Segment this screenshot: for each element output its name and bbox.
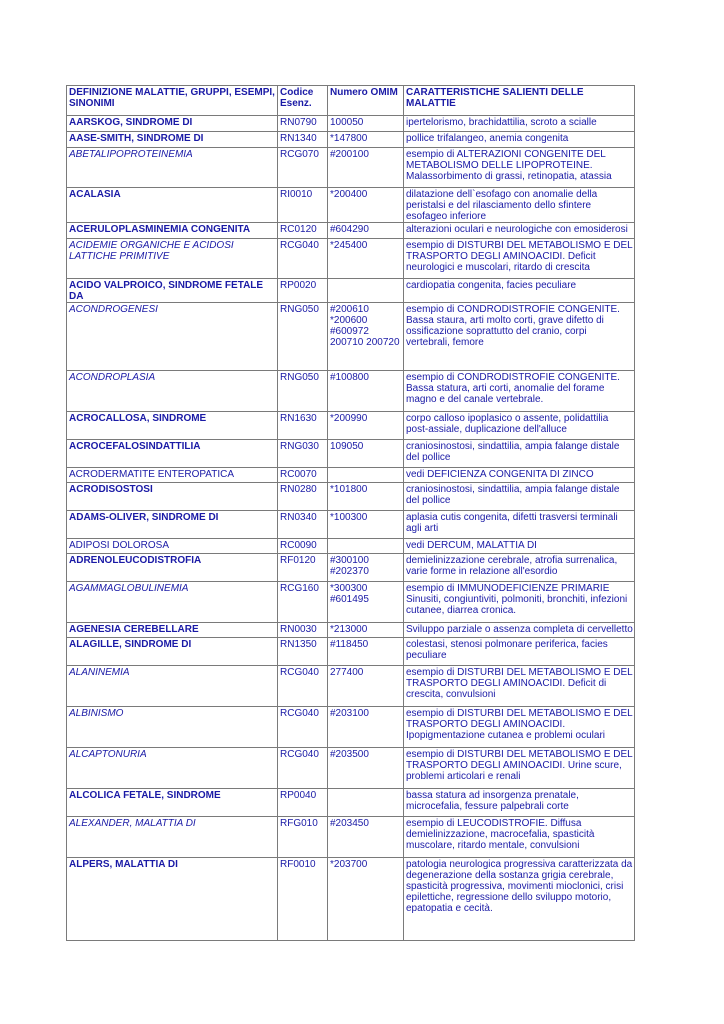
table-row: [67, 303, 635, 371]
exemption-code-cell: RN0030: [278, 623, 328, 638]
exemption-code-cell: RP0040: [278, 789, 328, 817]
omim-number-cell: #200610 *200600 #600972 200710 200720: [328, 303, 404, 371]
table-row: [67, 707, 635, 748]
exemption-code-cell: RNG030: [278, 440, 328, 468]
characteristics-cell: patologia neurologica progressiva caratterizzata da degenerazione della sostanza grigia cerebrale, spasticità progressiva, movimenti mioclonici, crisi epilettiche, regressione dello sviluppo motorio, epatopatia e cecità.: [404, 858, 635, 941]
table-row: [67, 582, 635, 623]
header-codice: Codice Esenz.: [278, 86, 328, 116]
disease-name-cell: ALEXANDER, MALATTIA DI: [67, 817, 278, 858]
exemption-code-cell: RCG040: [278, 666, 328, 707]
table-row: [67, 279, 635, 303]
disease-name-cell: ABETALIPOPROTEINEMIA: [67, 148, 278, 188]
disease-name-cell: ALCAPTONURIA: [67, 748, 278, 789]
disease-table-sheet: [66, 85, 634, 941]
table-header-row: [67, 86, 635, 116]
disease-name-cell: ACIDEMIE ORGANICHE E ACIDOSI LATTICHE PRIMITIVE: [67, 239, 278, 279]
table-row: [67, 748, 635, 789]
characteristics-cell: ipertelorismo, brachidattilia, scroto a scialle: [404, 116, 635, 132]
omim-number-cell: 109050: [328, 440, 404, 468]
table-row: [67, 468, 635, 483]
exemption-code-cell: RC0120: [278, 223, 328, 239]
table-row: [67, 483, 635, 511]
disease-name-cell: AARSKOG, SINDROME DI: [67, 116, 278, 132]
omim-number-cell: *203700: [328, 858, 404, 941]
characteristics-cell: cardiopatia congenita, facies peculiare: [404, 279, 635, 303]
disease-name-cell: ACALASIA: [67, 188, 278, 223]
characteristics-cell: esempio di DISTURBI DEL METABOLISMO E DEL TRASPORTO DEGLI AMINOACIDI. Ipopigmentazione cutanea e problemi oculari: [404, 707, 635, 748]
disease-name-cell: ACROCEFALOSINDATTILIA: [67, 440, 278, 468]
disease-table: [66, 85, 635, 941]
header-caratteristiche: CARATTERISTICHE SALIENTI DELLE MALATTIE: [404, 86, 635, 116]
header-definizione: DEFINIZIONE MALATTIE, GRUPPI, ESEMPI, SINONIMI: [67, 86, 278, 116]
characteristics-cell: vedi DEFICIENZA CONGENITA DI ZINCO: [404, 468, 635, 483]
omim-number-cell: *147800: [328, 132, 404, 148]
exemption-code-cell: RC0090: [278, 539, 328, 554]
omim-number-cell: *100300: [328, 511, 404, 539]
omim-number-cell: #100800: [328, 371, 404, 412]
table-row: [67, 412, 635, 440]
exemption-code-cell: RN0280: [278, 483, 328, 511]
exemption-code-cell: RN0790: [278, 116, 328, 132]
exemption-code-cell: RN1340: [278, 132, 328, 148]
disease-name-cell: ACONDROGENESI: [67, 303, 278, 371]
characteristics-cell: corpo calloso ipoplasico o assente, polidattilia post-assiale, duplicazione dell'alluce: [404, 412, 635, 440]
disease-name-cell: AGAMMAGLOBULINEMIA: [67, 582, 278, 623]
omim-number-cell: #200100: [328, 148, 404, 188]
characteristics-cell: esempio di CONDRODISTROFIE CONGENITE. Bassa staura, arti molto corti, grave difetto di ossificazione soprattutto del cranio, corpi vertebrali, femore: [404, 303, 635, 371]
exemption-code-cell: RC0070: [278, 468, 328, 483]
disease-name-cell: ACONDROPLASIA: [67, 371, 278, 412]
characteristics-cell: alterazioni oculari e neurologiche con emosiderosi: [404, 223, 635, 239]
disease-name-cell: ALBINISMO: [67, 707, 278, 748]
characteristics-cell: esempio di ALTERAZIONI CONGENITE DEL METABOLISMO DELLE LIPOPROTEINE. Malassorbimento di grassi, retinopatia, atassia: [404, 148, 635, 188]
exemption-code-cell: RF0010: [278, 858, 328, 941]
characteristics-cell: pollice trifalangeo, anemia congenita: [404, 132, 635, 148]
disease-name-cell: AASE-SMITH, SINDROME DI: [67, 132, 278, 148]
characteristics-cell: colestasi, stenosi polmonare periferica, facies peculiare: [404, 638, 635, 666]
table-row: [67, 638, 635, 666]
omim-number-cell: [328, 468, 404, 483]
disease-name-cell: ALPERS, MALATTIA DI: [67, 858, 278, 941]
table-row: [67, 148, 635, 188]
disease-name-cell: ACRODERMATITE ENTEROPATICA: [67, 468, 278, 483]
table-row: [67, 371, 635, 412]
table-row: [67, 623, 635, 638]
omim-number-cell: 277400: [328, 666, 404, 707]
disease-name-cell: ACROCALLOSA, SINDROME: [67, 412, 278, 440]
disease-name-cell: ALCOLICA FETALE, SINDROME: [67, 789, 278, 817]
omim-number-cell: #203100: [328, 707, 404, 748]
exemption-code-cell: RI0010: [278, 188, 328, 223]
header-omim: Numero OMIM: [328, 86, 404, 116]
table-row: [67, 666, 635, 707]
exemption-code-cell: RFG010: [278, 817, 328, 858]
table-row: [67, 223, 635, 239]
characteristics-cell: esempio di DISTURBI DEL METABOLISMO E DEL TRASPORTO DEGLI AMINOACIDI. Deficit di crescita, convulsioni: [404, 666, 635, 707]
disease-name-cell: ACRODISOSTOSI: [67, 483, 278, 511]
exemption-code-cell: RCG040: [278, 748, 328, 789]
disease-name-cell: AGENESIA CEREBELLARE: [67, 623, 278, 638]
table-row: [67, 188, 635, 223]
exemption-code-cell: RCG040: [278, 707, 328, 748]
disease-name-cell: ACERULOPLASMINEMIA CONGENITA: [67, 223, 278, 239]
characteristics-cell: vedi DERCUM, MALATTIA DI: [404, 539, 635, 554]
characteristics-cell: bassa statura ad insorgenza prenatale, microcefalia, fessure palpebrali corte: [404, 789, 635, 817]
omim-number-cell: *300300 #601495: [328, 582, 404, 623]
omim-number-cell: [328, 789, 404, 817]
omim-number-cell: #203450: [328, 817, 404, 858]
table-row: [67, 858, 635, 941]
omim-number-cell: #604290: [328, 223, 404, 239]
exemption-code-cell: RN1350: [278, 638, 328, 666]
omim-number-cell: *200990: [328, 412, 404, 440]
omim-number-cell: #118450: [328, 638, 404, 666]
exemption-code-cell: RN0340: [278, 511, 328, 539]
omim-number-cell: #300100 #202370: [328, 554, 404, 582]
table-row: [67, 817, 635, 858]
characteristics-cell: Sviluppo parziale o assenza completa di cervelletto: [404, 623, 635, 638]
exemption-code-cell: RCG040: [278, 239, 328, 279]
characteristics-cell: esempio di LEUCODISTROFIE. Diffusa demielinizzazione, macrocefalia, spasticità muscolare, ritardo mentale, convulsioni: [404, 817, 635, 858]
table-row: [67, 239, 635, 279]
omim-number-cell: [328, 539, 404, 554]
characteristics-cell: esempio di CONDRODISTROFIE CONGENITE. Bassa statura, arti corti, anomalie del forame magno e del canale vertebrale.: [404, 371, 635, 412]
disease-name-cell: ADRENOLEUCODISTROFIA: [67, 554, 278, 582]
characteristics-cell: aplasia cutis congenita, difetti trasversi terminali agli arti: [404, 511, 635, 539]
table-row: [67, 132, 635, 148]
disease-name-cell: ACIDO VALPROICO, SINDROME FETALE DA: [67, 279, 278, 303]
characteristics-cell: esempio di DISTURBI DEL METABOLISMO E DEL TRASPORTO DEGLI AMINOACIDI. Urine scure, problemi articolari e renali: [404, 748, 635, 789]
exemption-code-cell: RF0120: [278, 554, 328, 582]
table-row: [67, 511, 635, 539]
disease-name-cell: ADIPOSI DOLOROSA: [67, 539, 278, 554]
table-row: [67, 789, 635, 817]
exemption-code-cell: RCG070: [278, 148, 328, 188]
characteristics-cell: esempio di IMMUNODEFICIENZE PRIMARIE Sinusiti, congiuntiviti, polmoniti, bronchiti, infezioni cutanee, diarrea cronica.: [404, 582, 635, 623]
table-row: [67, 554, 635, 582]
characteristics-cell: dilatazione dell`esofago con anomalie della peristalsi e del rilasciamento dello sfintere esofageo inferiore: [404, 188, 635, 223]
omim-number-cell: *101800: [328, 483, 404, 511]
table-row: [67, 440, 635, 468]
omim-number-cell: *213000: [328, 623, 404, 638]
omim-number-cell: #203500: [328, 748, 404, 789]
omim-number-cell: *245400: [328, 239, 404, 279]
exemption-code-cell: RNG050: [278, 371, 328, 412]
characteristics-cell: craniosinostosi, sindattilia, ampia falange distale del pollice: [404, 483, 635, 511]
characteristics-cell: craniosinostosi, sindattilia, ampia falange distale del pollice: [404, 440, 635, 468]
omim-number-cell: *200400: [328, 188, 404, 223]
exemption-code-cell: RNG050: [278, 303, 328, 371]
exemption-code-cell: RCG160: [278, 582, 328, 623]
omim-number-cell: [328, 279, 404, 303]
exemption-code-cell: RN1630: [278, 412, 328, 440]
table-row: [67, 116, 635, 132]
characteristics-cell: demielinizzazione cerebrale, atrofia surrenalica, varie forme in relazione all'esordio: [404, 554, 635, 582]
table-row: [67, 539, 635, 554]
exemption-code-cell: RP0020: [278, 279, 328, 303]
disease-name-cell: ALAGILLE, SINDROME DI: [67, 638, 278, 666]
disease-name-cell: ADAMS-OLIVER, SINDROME DI: [67, 511, 278, 539]
omim-number-cell: 100050: [328, 116, 404, 132]
characteristics-cell: esempio di DISTURBI DEL METABOLISMO E DEL TRASPORTO DEGLI AMINOACIDI. Deficit neurologici e muscolari, ritardo di crescita: [404, 239, 635, 279]
disease-name-cell: ALANINEMIA: [67, 666, 278, 707]
